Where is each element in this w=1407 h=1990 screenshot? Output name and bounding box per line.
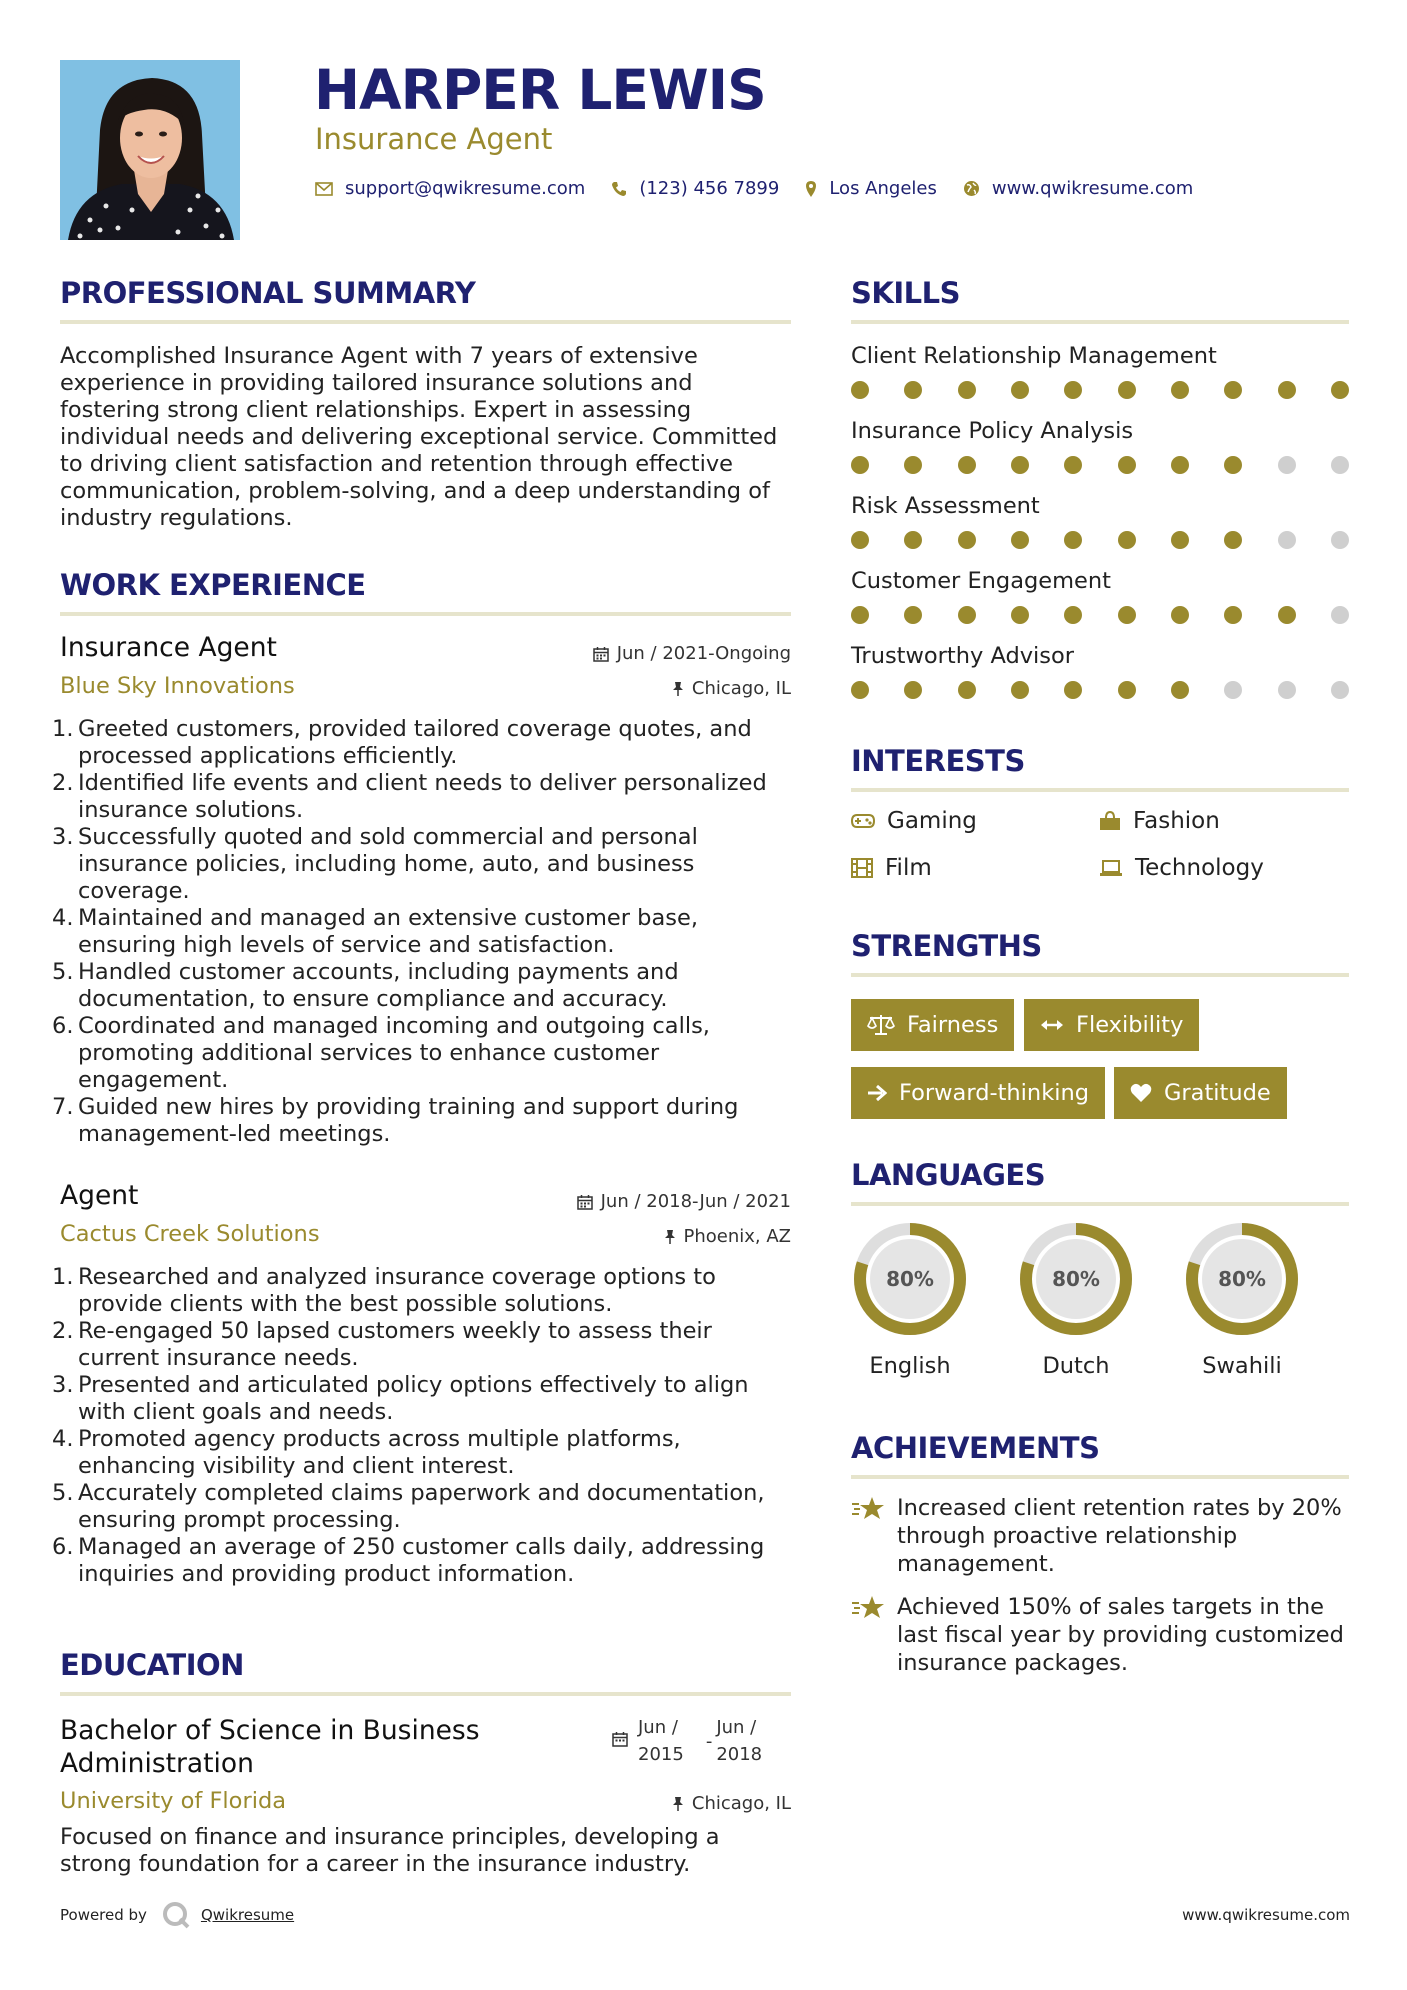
skills-heading: SKILLS <box>851 276 960 310</box>
skill-dot-filled <box>904 531 922 549</box>
job-title: Insurance Agent <box>60 632 277 663</box>
skill-dot-filled <box>851 381 869 399</box>
calendar-icon <box>577 1194 593 1210</box>
skill-dot-empty <box>1331 681 1349 699</box>
skill-dot-filled <box>1118 606 1136 624</box>
strength-label: Gratitude <box>1164 1080 1271 1106</box>
skill-dot-filled <box>1064 456 1082 474</box>
skill-rating <box>851 456 1349 474</box>
skill-dot-filled <box>1171 381 1189 399</box>
film-icon <box>851 858 873 878</box>
job-location <box>664 1226 792 1247</box>
skill-dot-filled <box>1278 381 1296 399</box>
skill-dot-filled <box>958 606 976 624</box>
school-name: University of Florida <box>60 1788 287 1814</box>
qwikresume-link[interactable]: Qwikresume <box>200 1906 295 1924</box>
education-end-year: 2018 <box>716 1744 763 1765</box>
skill-dot-empty <box>1278 531 1296 549</box>
list-item: Coordinated and managed incoming and outgoing calls, promoting additional services to enhance customer engagement. <box>78 1013 710 1093</box>
experience-heading: WORK EXPERIENCE <box>60 568 366 602</box>
skill-dot-empty <box>1224 681 1242 699</box>
skills-divider <box>851 320 1349 324</box>
job-dates <box>577 1191 791 1212</box>
skill-dot-filled <box>1331 381 1349 399</box>
list-item: Maintained and managed an extensive customer base, ensuring high levels of service and satisfaction. <box>78 905 698 958</box>
skill-dot-filled <box>1118 456 1136 474</box>
arrow-right-icon <box>867 1084 887 1102</box>
experience-divider <box>60 612 791 616</box>
skill-dot-filled <box>958 381 976 399</box>
skill-dot-filled <box>1224 456 1242 474</box>
skill-dot-filled <box>851 606 869 624</box>
skill-dot-filled <box>904 681 922 699</box>
candidate-title: Insurance Agent <box>315 122 553 156</box>
arrows-horizontal-icon <box>1040 1018 1064 1032</box>
education-start-year: 2015 <box>638 1744 684 1765</box>
education-start-month: Jun / <box>638 1717 678 1738</box>
skill-dot-filled <box>1011 531 1029 549</box>
phone-icon <box>611 181 627 197</box>
job-company: Blue Sky Innovations <box>60 673 295 699</box>
contact-website[interactable]: www.qwikresume.com <box>991 178 1194 199</box>
footer-url[interactable]: www.qwikresume.com <box>1182 1906 1350 1924</box>
skill-dot-filled <box>851 681 869 699</box>
contact-bar <box>315 178 1219 199</box>
pushpin-icon <box>672 1796 684 1812</box>
powered-by-label: Powered by <box>60 1906 147 1924</box>
list-item: Guided new hires by providing training and support during management-led meetings. <box>78 1094 739 1147</box>
job-bullets <box>52 1264 787 1588</box>
strengths-heading: STRENGTHS <box>851 929 1042 963</box>
list-item: Accurately completed claims paperwork and documentation, ensuring prompt processing. <box>78 1480 765 1533</box>
globe-icon <box>963 180 980 197</box>
skill-rating <box>851 681 1349 699</box>
strength-label: Fairness <box>907 1012 999 1038</box>
interest-label: Gaming <box>887 808 977 834</box>
list-item: Promoted agency products across multiple platforms, enhancing visibility and client interest. <box>78 1426 681 1479</box>
languages-divider <box>851 1202 1349 1206</box>
language-percent: 80% <box>1218 1267 1266 1291</box>
job-bullets <box>52 716 787 1148</box>
skill-dot-filled <box>1011 681 1029 699</box>
job-location-text: Phoenix, AZ <box>683 1226 791 1247</box>
skill-dot-filled <box>1011 381 1029 399</box>
strengths-divider <box>851 973 1349 977</box>
summary-heading: PROFESSIONAL SUMMARY <box>60 276 476 310</box>
skill-dot-filled <box>1278 606 1296 624</box>
list-item: Re-engaged 50 lapsed customers weekly to assess their current insurance needs. <box>78 1318 712 1371</box>
languages-heading: LANGUAGES <box>851 1158 1046 1192</box>
list-item: Researched and analyzed insurance coverage options to provide clients with the best possible solutions. <box>78 1264 716 1317</box>
job-title: Agent <box>60 1180 139 1211</box>
skill-name: Customer Engagement <box>851 568 1111 594</box>
contact-email[interactable]: support@qwikresume.com <box>345 178 586 199</box>
interest-item <box>1099 808 1220 834</box>
language-item <box>848 1217 972 1379</box>
achievements-divider <box>851 1475 1349 1479</box>
interest-item <box>1099 855 1264 881</box>
achievement-item <box>851 1494 1351 1578</box>
list-item: Greeted customers, provided tailored coverage quotes, and processed applications efficiently. <box>78 716 752 769</box>
list-item: Identified life events and client needs to deliver personalized insurance solutions. <box>78 770 767 823</box>
interests-divider <box>851 788 1349 792</box>
qwikresume-logo-icon <box>161 1900 191 1930</box>
education-location-text: Chicago, IL <box>691 1793 791 1814</box>
skill-dot-filled <box>958 456 976 474</box>
interest-item <box>851 855 932 881</box>
skill-dot-empty <box>1331 456 1349 474</box>
list-item: Successfully quoted and sold commercial and personal insurance policies, including home, auto, and business coverage. <box>78 824 698 904</box>
balance-scale-icon <box>867 1014 895 1036</box>
skill-rating <box>851 381 1349 399</box>
skill-dot-filled <box>1118 381 1136 399</box>
language-item <box>1014 1217 1138 1379</box>
language-item <box>1180 1217 1304 1379</box>
summary-divider <box>60 320 791 324</box>
skill-dot-filled <box>1064 606 1082 624</box>
star-award-icon <box>851 1593 897 1677</box>
achievement-text: Increased client retention rates by 20% through proactive relationship management. <box>897 1495 1342 1577</box>
skill-name: Trustworthy Advisor <box>851 643 1075 669</box>
skill-dot-filled <box>851 531 869 549</box>
envelope-icon <box>315 182 333 196</box>
skill-dot-filled <box>1011 456 1029 474</box>
degree-title: Bachelor of Science in Business Administration <box>60 1715 480 1779</box>
skill-dot-filled <box>904 456 922 474</box>
skill-dot-filled <box>1118 531 1136 549</box>
language-name: English <box>869 1353 951 1379</box>
skill-dot-empty <box>1331 531 1349 549</box>
interest-label: Film <box>885 855 932 881</box>
education-description: Focused on finance and insurance principles, developing a strong foundation for a career in the insurance industry. <box>60 1824 720 1877</box>
calendar-icon <box>612 1731 628 1747</box>
job-dates-text: Jun / 2018-Jun / 2021 <box>600 1191 791 1212</box>
list-item: Managed an average of 250 customer calls daily, addressing inquiries and providing product information. <box>78 1534 765 1587</box>
skill-rating <box>851 531 1349 549</box>
skill-dot-filled <box>1171 456 1189 474</box>
skill-dot-filled <box>1118 681 1136 699</box>
skill-dot-empty <box>1278 681 1296 699</box>
skill-dot-filled <box>1171 531 1189 549</box>
language-name: Swahili <box>1202 1353 1282 1379</box>
achievements-heading: ACHIEVEMENTS <box>851 1431 1100 1465</box>
pushpin-icon <box>664 1229 676 1245</box>
strength-badge <box>1024 999 1199 1051</box>
education-dates <box>612 1714 762 1768</box>
calendar-icon <box>593 646 609 662</box>
skill-dot-filled <box>1224 381 1242 399</box>
shopping-bag-icon <box>1099 811 1121 831</box>
skill-name: Insurance Policy Analysis <box>851 418 1134 444</box>
education-end-month: Jun / <box>716 1717 757 1738</box>
job-dates-text: Jun / 2021-Ongoing <box>616 643 791 664</box>
job-location <box>672 678 791 699</box>
skill-dot-filled <box>1011 606 1029 624</box>
skill-dot-filled <box>1171 606 1189 624</box>
achievement-item <box>851 1593 1351 1677</box>
profile-photo <box>60 60 240 240</box>
language-percent: 80% <box>886 1267 934 1291</box>
skill-dot-filled <box>958 531 976 549</box>
job-location-text: Chicago, IL <box>691 678 791 699</box>
list-item: Handled customer accounts, including payments and documentation, to ensure compliance and accuracy. <box>78 959 679 1012</box>
list-item: Presented and articulated policy options effectively to align with client goals and needs. <box>78 1372 749 1425</box>
interest-item <box>851 808 977 834</box>
interest-label: Fashion <box>1133 808 1220 834</box>
education-location <box>672 1793 791 1814</box>
map-pin-icon <box>805 180 817 198</box>
strength-label: Flexibility <box>1076 1012 1184 1038</box>
skill-dot-filled <box>1064 531 1082 549</box>
skill-dot-filled <box>904 606 922 624</box>
language-ring <box>848 1217 972 1341</box>
skill-rating <box>851 606 1349 624</box>
star-award-icon <box>851 1494 897 1578</box>
skill-dot-empty <box>1278 456 1296 474</box>
footer-powered-by <box>60 1900 294 1930</box>
skill-dot-filled <box>1224 531 1242 549</box>
education-date-dash: - <box>705 1731 713 1752</box>
language-ring <box>1180 1217 1304 1341</box>
gamepad-icon <box>851 813 875 829</box>
skill-name: Client Relationship Management <box>851 343 1217 369</box>
laptop-icon <box>1099 859 1123 877</box>
skill-name: Risk Assessment <box>851 493 1040 519</box>
skill-dot-filled <box>958 681 976 699</box>
strength-badge <box>1114 1067 1287 1119</box>
interest-label: Technology <box>1135 855 1264 881</box>
skill-dot-filled <box>1171 681 1189 699</box>
profile-photo-image <box>60 60 240 240</box>
job-dates <box>593 643 791 664</box>
contact-phone[interactable]: (123) 456 7899 <box>639 178 780 199</box>
education-heading: EDUCATION <box>60 1648 244 1682</box>
education-divider <box>60 1692 791 1696</box>
pushpin-icon <box>672 681 684 697</box>
contact-location: Los Angeles <box>829 178 937 199</box>
interests-heading: INTERESTS <box>851 744 1025 778</box>
skill-dot-empty <box>1331 606 1349 624</box>
heart-icon <box>1130 1083 1152 1103</box>
skill-dot-filled <box>1064 381 1082 399</box>
language-ring <box>1014 1217 1138 1341</box>
language-percent: 80% <box>1052 1267 1100 1291</box>
achievement-text: Achieved 150% of sales targets in the last fiscal year by providing customized insurance packages. <box>897 1594 1344 1676</box>
strength-label: Forward-thinking <box>899 1080 1090 1106</box>
skill-dot-filled <box>851 456 869 474</box>
candidate-name: HARPER LEWIS <box>314 58 766 122</box>
skill-dot-filled <box>1224 606 1242 624</box>
strength-badge <box>851 1067 1105 1119</box>
strength-badge <box>851 999 1014 1051</box>
summary-text: Accomplished Insurance Agent with 7 years of extensive experience in providing tailored insurance solutions and fostering strong client relationships. Expert in assessing individual needs and delivering exceptional service. Committed to driving client satisfaction and retention through effective communication, problem-solving, and a deep understanding of industry regulations. <box>60 343 778 531</box>
skill-dot-filled <box>1064 681 1082 699</box>
job-company: Cactus Creek Solutions <box>60 1221 320 1247</box>
skill-dot-filled <box>904 381 922 399</box>
language-name: Dutch <box>1042 1353 1110 1379</box>
